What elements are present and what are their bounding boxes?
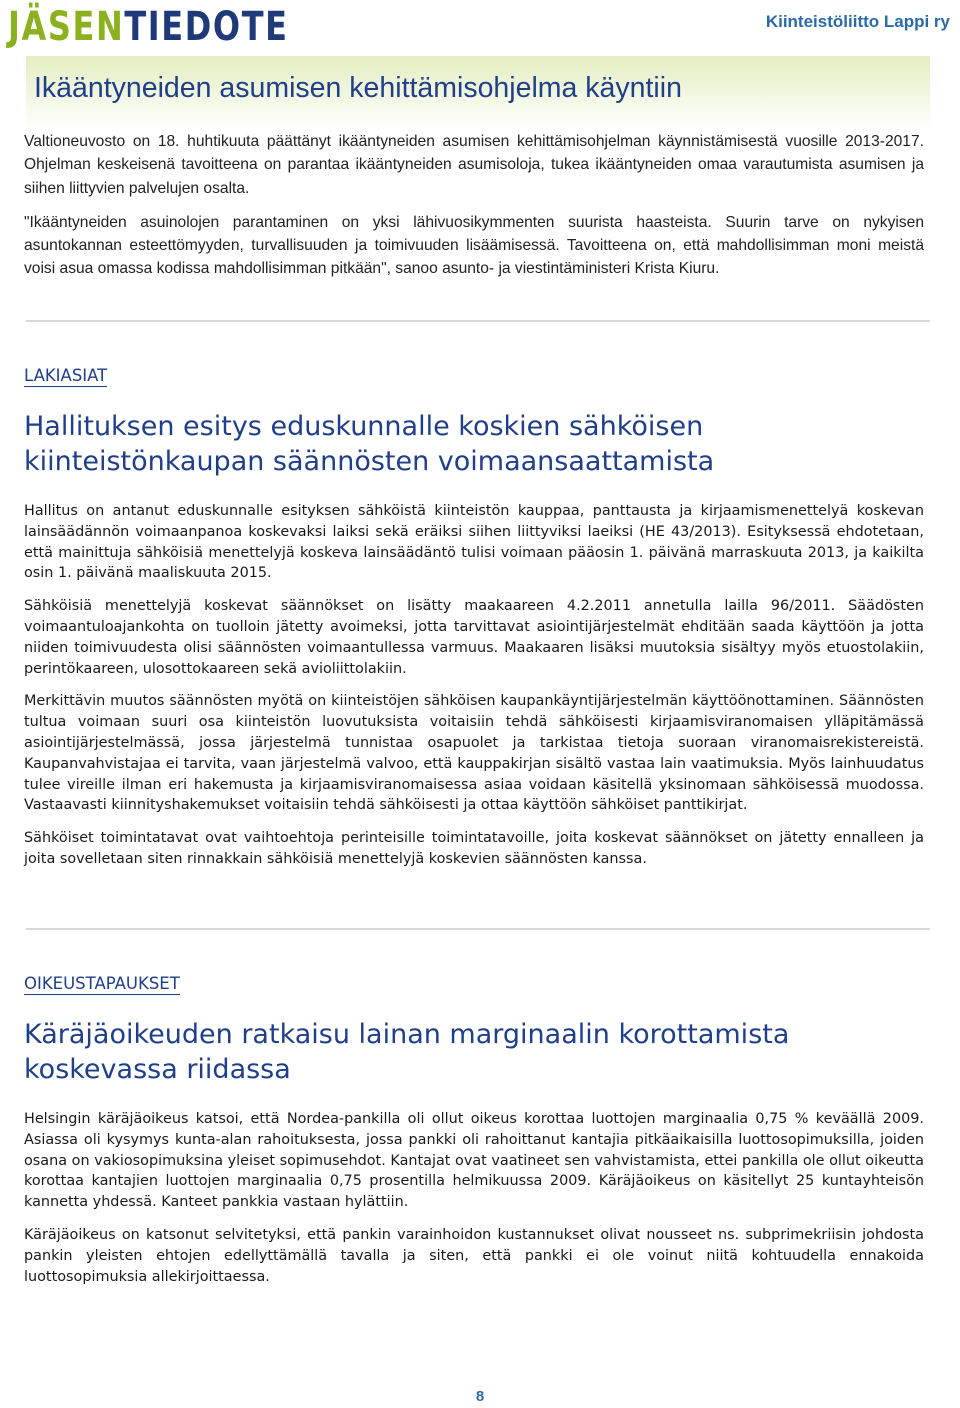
article-3 (24, 974, 924, 1299)
article-3-title: Käräjäoikeuden ratkaisu lainan marginaalin korottamista koskevassa riidassa (24, 1019, 790, 1085)
page-header (0, 0, 960, 52)
article-2-body (24, 501, 924, 870)
article-3-kicker: OIKEUSTAPAUKSET (24, 974, 180, 993)
article-2-paragraph-1: Hallitus on antanut eduskunnalle esityksen sähköistä kiinteistön kauppaa, panttausta ja kirjaamismenettelyä koskevan lainsäädännön voimaanpanoa koskevaksi laiksi sekä eräiksi siihen liittyviksi laeiksi (HE 43/2013). Esityksessä ehdotetaan, että mainittuja sähköisiä menettelyjä koskeva lainsäädäntö tulisi voimaan pääosin 1. päivänä marraskuuta 2013, ja kaikilta osin 1. päivänä maaliskuuta 2015. (24, 503, 924, 582)
article-1-title: Ikääntyneiden asumisen kehittämisohjelma käyntiin (34, 72, 682, 104)
article-2-paragraph-3: Merkittävin muutos säännösten myötä on kiinteistöjen sähköisen kaupankäyntijärjestelmän käyttöönottaminen. Säännösten tultua voimaan suuri osa kiinteistön luovutuksista voitaisiin tehdä sähköisesti kirjaamisviranomaisen ylläpitämässä asiointijärjestelmässä, jossa järjestelmä tunnistaa osapuolet ja tarkistaa tietoja suoraan viranomaisrekistereistä. Kaupanvahvistajaa ei tarvita, vaan järjestelmä valvoo, että kauppakirjan sisältö vastaa lain vaatimuksia. Myös lainhuudatus tulee vireille ilman eri hakemusta ja kirjaamisviranomaisessa asiaa voidaan käsitellä yksinomaan sähköisessä muodossa. Vastaavasti kiinnityshakemukset voitaisiin tehdä sähköisesti ja ottaa käyttöön sähköiset panttikirjat. (24, 693, 924, 814)
jasentiedote-logo (8, 4, 289, 50)
article-2-title: Hallituksen esitys eduskunnalle koskien sähköisen kiinteistönkaupan säännösten voimaansaattamista (24, 411, 715, 477)
article-3-paragraph-1: Helsingin käräjäoikeus katsoi, että Nordea-pankilla oli ollut oikeus korottaa luottojen marginaalia 0,75 % keväällä 2009. Asiassa oli kysymys kunta-alan rahoituksesta, jossa pankki oli rahoittanut kantajia pitkäaikaisilla luottosopimuksilla, joiden osana on vakiosopimuksina yleiset sopimusehdot. Kantajat ovat vaatineet sen vahvistamista, ettei pankilla ole ollut oikeutta korottaa kantajien luottojen marginaalia 0,75 prosentilla helmikuussa 2009. Käräjäoikeus on käsitellyt 25 kuntayhteisön kannetta yhdessä. Kanteet pankkia vastaan hylättiin. (24, 1111, 924, 1211)
page-number: 8 (475, 1388, 485, 1405)
article-2-paragraph-4: Sähköiset toimintatavat ovat vaihtoehtoja perinteisille toimintatavoille, joita koskevat säännökset on jätetty ennalleen ja joita sovelletaan siten rinnakkain sähköisiä menettelyjä koskevien säännösten kanssa. (24, 830, 924, 867)
article-3-body (24, 1109, 924, 1287)
organization-name: Kiinteistöliitto Lappi ry (765, 12, 950, 31)
article-2-kicker: LAKIASIAT (24, 366, 108, 385)
section-divider (26, 320, 930, 322)
article-1-paragraph-1: Valtioneuvosto on 18. huhtikuuta päättänyt ikääntyneiden asumisen kehittämisohjelman käynnistämisestä vuosille 2013-2017. Ohjelman keskeisenä tavoitteena on parantaa ikääntyneiden asumisoloja, tukea ikääntyneiden omaa varautumista asumisen ja siihen liittyvien palvelujen osalta. (24, 133, 924, 197)
logo-part-1: JÄSEN (8, 4, 125, 50)
article-1-body (24, 130, 924, 292)
article-2-paragraph-2: Sähköisiä menettelyjä koskevat säännökset on lisätty maakaareen 4.2.2011 annetulla lailla 96/2011. Säädösten voimaantuloajankohta on tuolloin jätetty avoimeksi, jotta tarvittavat asiointijärjestelmät ehditään saada käyttöön ja jotta niiden toimivuudesta olisi säännösten voimaantullessa varmuus. Maakaaren lisäksi muutoksia sisältyy myös etuostolakiin, perintökaareen, ulosottokaareen sekä avioliittolakiin. (24, 598, 924, 677)
article-2 (24, 366, 924, 882)
article-3-paragraph-2: Käräjäoikeus on katsonut selvitetyksi, että pankin varainhoidon kustannukset olivat nousseet ns. subprimekriisin johdosta pankin yleisten ehtojen edellyttämällä tavalla ja siten, että pankki ei ole voinut niitä kohtuudella ennakoida luottosopimuksia allekirjoittaessa. (24, 1226, 924, 1285)
article-1-paragraph-2: "Ikääntyneiden asuinolojen parantaminen on yksi lähivuosikymmenten suurista haasteista. Suurin tarve on nykyisen asuntokannan esteettömyyden, turvallisuuden ja toimivuuden lisäämisessä. Tavoitteena on, että mahdollisimman moni meistä voisi asua omassa kodissa mahdollisimman pitkään", sanoo asunto- ja viestintäministeri Krista Kiuru. (24, 213, 924, 278)
logo-part-2: TIEDOTE (124, 4, 289, 50)
section-divider (26, 928, 930, 930)
